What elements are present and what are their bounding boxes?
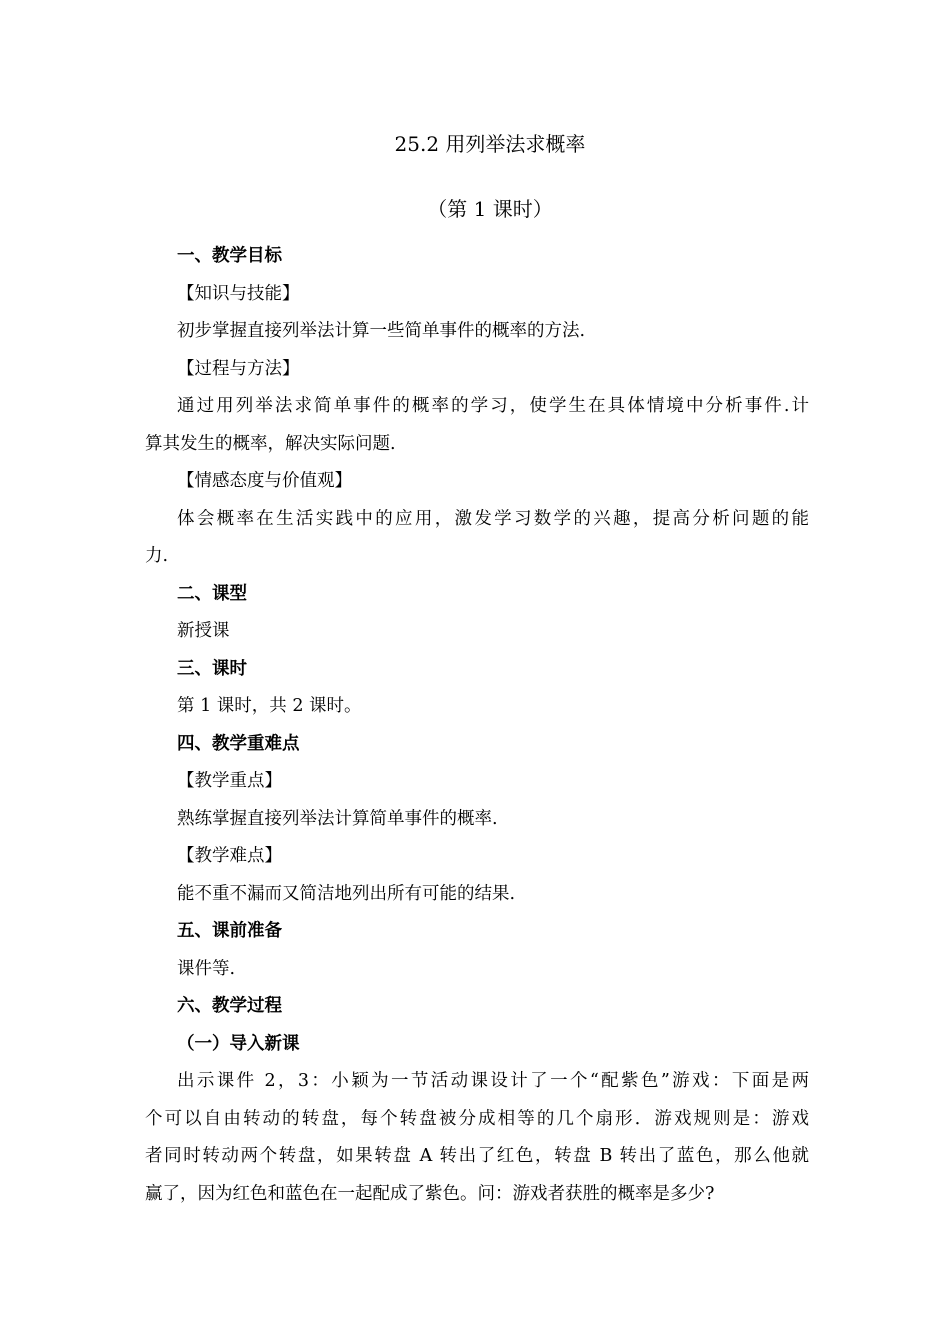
intro-paragraph-line-2: 个可以自由转动的转盘，每个转盘被分成相等的几个扇形．游戏规则是：游戏 <box>145 1109 809 1129</box>
knowledge-label: 【知识与技能】 <box>177 284 300 304</box>
preparation-text: 课件等. <box>177 959 236 979</box>
lesson-type-text: 新授课 <box>177 621 230 641</box>
section-heading-lesson-type: 二、课型 <box>177 584 247 604</box>
emotion-label: 【情感态度与价值观】 <box>177 471 352 491</box>
emotion-text-line-2: 力. <box>145 546 169 566</box>
process-text-line-1: 通过用列举法求简单事件的概率的学习，使学生在具体情境中分析事件.计 <box>177 396 809 416</box>
section-heading-objectives: 一、教学目标 <box>177 246 282 266</box>
section-heading-preparation: 五、课前准备 <box>177 921 282 941</box>
process-text-line-2: 算其发生的概率，解决实际问题. <box>145 434 396 454</box>
emotion-text-line-1: 体会概率在生活实践中的应用，激发学习数学的兴趣，提高分析问题的能 <box>177 509 809 529</box>
section-heading-key-points: 四、教学重难点 <box>177 734 300 754</box>
intro-paragraph-line-3: 者同时转动两个转盘，如果转盘 A 转出了红色，转盘 B 转出了蓝色，那么他就 <box>145 1146 809 1166</box>
subsection-heading-intro: （一）导入新课 <box>177 1034 300 1054</box>
key-point-label: 【教学重点】 <box>177 771 282 791</box>
knowledge-text: 初步掌握直接列举法计算一些简单事件的概率的方法. <box>177 321 586 341</box>
periods-text: 第 1 课时，共 2 课时。 <box>177 696 362 716</box>
process-label: 【过程与方法】 <box>177 359 300 379</box>
difficulty-label: 【教学难点】 <box>177 846 282 866</box>
section-heading-periods: 三、课时 <box>177 659 247 679</box>
key-point-text: 熟练掌握直接列举法计算简单事件的概率. <box>177 809 498 829</box>
difficulty-text: 能不重不漏而又简洁地列出所有可能的结果. <box>177 884 516 904</box>
intro-paragraph-line-1: 出示课件 2，3：小颖为一节活动课设计了一个“配紫色”游戏：下面是两 <box>177 1071 809 1091</box>
document-subtitle: （第 1 课时） <box>427 197 553 221</box>
document-title: 25.2 用列举法求概率 <box>394 132 586 156</box>
section-heading-process: 六、教学过程 <box>177 996 282 1016</box>
intro-paragraph-line-4: 赢了，因为红色和蓝色在一起配成了紫色。问：游戏者获胜的概率是多少? <box>145 1184 715 1204</box>
